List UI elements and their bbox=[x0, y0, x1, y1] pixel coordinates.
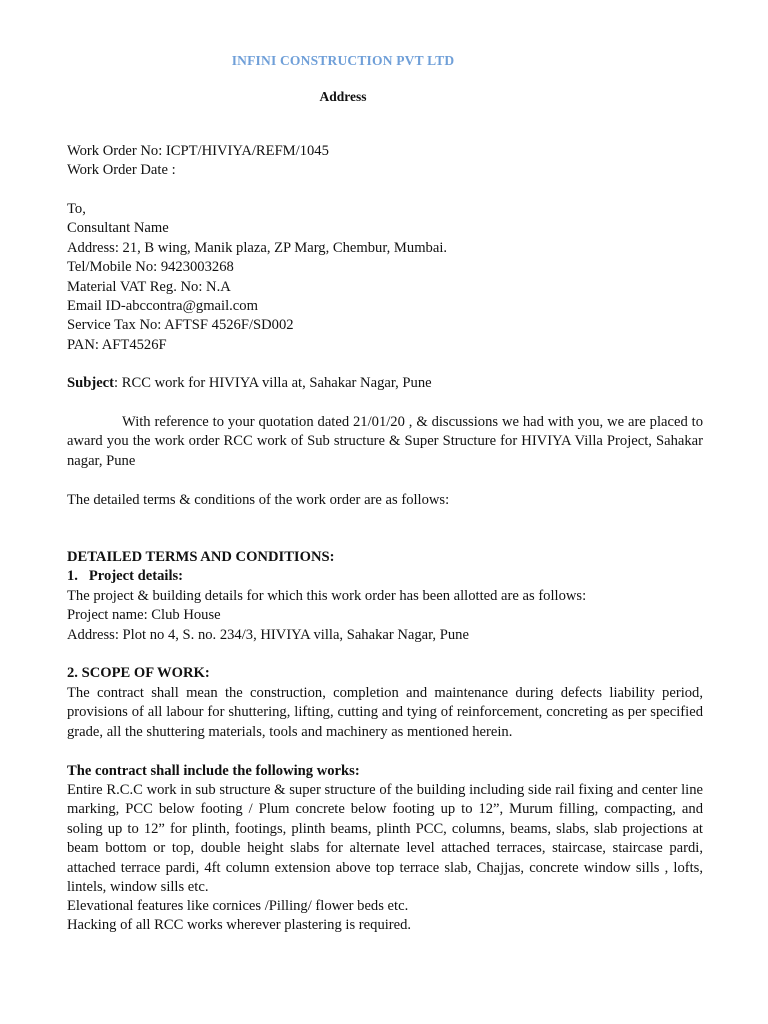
hacking-works: Hacking of all RCC works wherever plastering is required. bbox=[67, 917, 412, 934]
subject-text: : RCC work for HIVIYA villa at, Sahakar Nagar, Pune bbox=[114, 375, 432, 391]
includes-heading-block bbox=[67, 762, 703, 781]
project-address: Address: Plot no 4, S. no. 234/3, HIVIYA villa, Sahakar Nagar, Pune bbox=[67, 626, 469, 643]
work-order-number: Work Order No: ICPT/HIVIYA/REFM/1045 bbox=[67, 143, 329, 159]
company-name: INFINI CONSTRUCTION PVT LTD bbox=[231, 53, 455, 68]
subject-line bbox=[67, 374, 703, 393]
scope-paragraph: The contract shall mean the construction, completion and maintenance during defects liability period, provisions of all labour for shuttering, lifting, cutting and tying of reinforcement, concreting as per specified grade, all the shuttering materials, tools and machinery as mentioned herein. bbox=[67, 685, 703, 740]
terms-intro-line bbox=[67, 491, 703, 510]
includes-heading: The contract shall include the following works: bbox=[67, 763, 360, 779]
project-intro: The project & building details for which this work order has been allotted are as follows: bbox=[67, 587, 587, 604]
recipient-to: To, bbox=[67, 201, 86, 217]
project-name: Project name: Club House bbox=[67, 607, 221, 624]
scope-heading: 2. SCOPE OF WORK: bbox=[67, 665, 210, 681]
scope-heading-block bbox=[67, 664, 703, 683]
address-title: Address bbox=[319, 89, 367, 104]
subject-label: Subject bbox=[67, 375, 115, 391]
additional-works bbox=[67, 897, 703, 936]
work-order-info bbox=[67, 142, 703, 181]
terms-intro-text: The detailed terms & conditions of the work order are as follows: bbox=[67, 492, 450, 508]
recipient-vat: Material VAT Reg. No: N.A bbox=[67, 278, 231, 295]
project-details-heading: 1. Project details: bbox=[67, 568, 184, 585]
includes-paragraph: Entire R.C.C work in sub structure & super structure of the building including side rail fixing and center line marking, PCC below footing / Plum concrete below footing up to 12”, Murum filling, compacting, and soling up to 12” for plinth, footings, plinth beams, plinth PCC, columns, beams, slabs, slab projections at beam bottom or top, double height slabs for alternate level attached terraces, staircase, staircase pardi, attached terrace pardi, 4ft column extension above top terrace slab, Chajjas, concrete window sills , lofts, lintels, window sills etc. bbox=[67, 782, 703, 896]
elevational-features: Elevational features like cornices /Pilling/ flower beds etc. bbox=[67, 898, 409, 914]
intro-paragraph: With reference to your quotation dated 21/01/20 , & discussions we had with you, we are placed to award you the work order RCC work of Sub structure & Super Structure for HIVIYA Villa Project, Sahakar nagar, Pune bbox=[67, 414, 703, 469]
recipient-address: Address: 21, B wing, Manik plaza, ZP Marg, Chembur, Mumbai. bbox=[67, 239, 448, 256]
recipient-tel: Tel/Mobile No: 9423003268 bbox=[67, 259, 234, 276]
work-order-date: Work Order Date : bbox=[67, 162, 176, 179]
recipient-pan: PAN: AFT4526F bbox=[67, 336, 167, 353]
recipient-email: Email ID-abccontra@gmail.com bbox=[67, 298, 258, 315]
terms-heading: DETAILED TERMS AND CONDITIONS: bbox=[67, 549, 335, 565]
recipient-name: Consultant Name bbox=[67, 220, 169, 237]
recipient-block bbox=[67, 200, 703, 355]
recipient-service-tax: Service Tax No: AFTSF 4526F/SD002 bbox=[67, 317, 294, 334]
terms-section bbox=[67, 548, 703, 645]
